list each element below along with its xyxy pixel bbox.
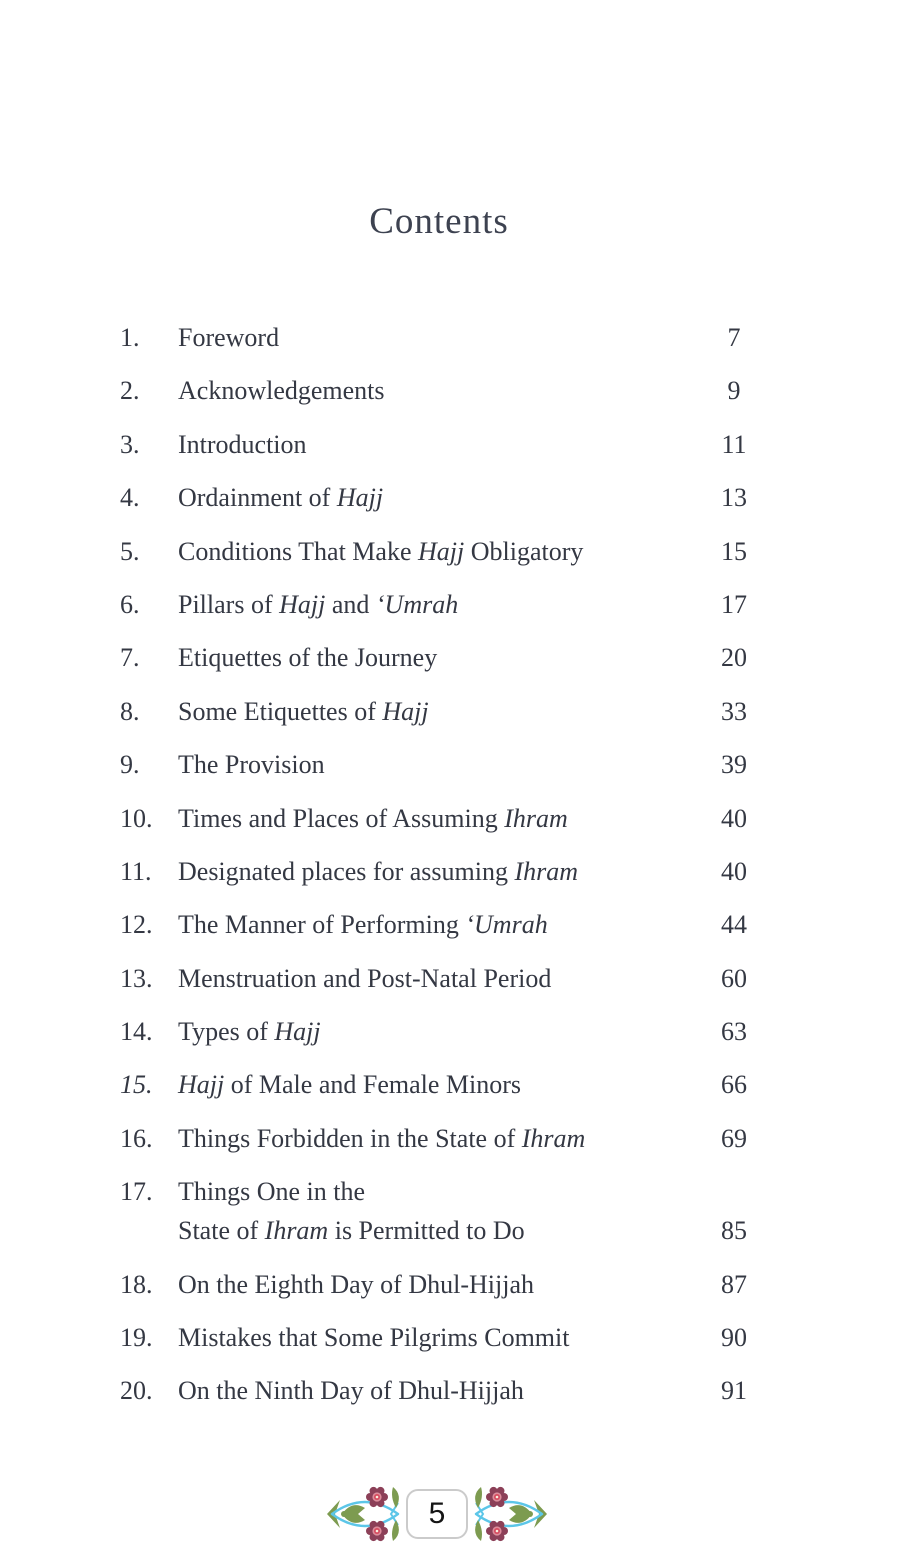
toc-item-number: 2. xyxy=(120,376,140,406)
toc-item-title xyxy=(178,959,719,998)
page-number: 5 xyxy=(428,1497,446,1530)
floral-ornament-right-icon xyxy=(471,1483,549,1545)
toc-item-title xyxy=(178,585,719,624)
toc-item-title xyxy=(178,745,719,784)
toc-row xyxy=(120,745,749,784)
page-number-box[interactable] xyxy=(406,1489,468,1539)
toc-item-title-line: Introduction xyxy=(178,429,307,459)
toc-item-number: 16. xyxy=(120,1123,153,1153)
toc-item-title xyxy=(178,799,719,838)
toc-row xyxy=(120,905,749,944)
toc-item-title xyxy=(178,1119,719,1158)
toc-item-page: 87 xyxy=(721,1269,747,1299)
toc-item-page: 13 xyxy=(721,483,747,513)
toc-item-title xyxy=(178,852,719,891)
toc-item-number: 5. xyxy=(120,536,140,566)
toc-item-page: 39 xyxy=(721,750,747,780)
toc-item-title-line: Mistakes that Some Pilgrims Commit xyxy=(178,1323,570,1353)
toc-item-title-line: Things Forbidden in the State of Ihram xyxy=(178,1123,586,1153)
toc-item-title-line: On the Eighth Day of Dhul-Hijjah xyxy=(178,1269,534,1299)
toc-item-title-line: Acknowledgements xyxy=(178,376,385,406)
toc-item-page: 91 xyxy=(721,1376,747,1406)
toc-item-title-line: On the Ninth Day of Dhul-Hijjah xyxy=(178,1376,524,1406)
page-title: Contents xyxy=(369,201,509,242)
toc-item-title-line: Designated places for assuming Ihram xyxy=(178,856,579,886)
toc-row xyxy=(120,1119,749,1158)
toc-item-number: 4. xyxy=(120,483,140,513)
toc-row xyxy=(120,478,749,517)
toc-item-title xyxy=(178,478,719,517)
toc-row xyxy=(120,959,749,998)
toc-item-number: 1. xyxy=(120,323,140,352)
toc-row xyxy=(120,638,749,677)
toc-item-number: 18. xyxy=(120,1269,153,1299)
toc-row xyxy=(120,692,749,731)
toc-item-title xyxy=(178,532,719,571)
toc-item-title-line: Foreword xyxy=(178,323,280,352)
toc-row xyxy=(120,1318,749,1357)
toc-item-number: 12. xyxy=(120,910,153,940)
toc-item-title xyxy=(178,318,719,357)
toc-item-title xyxy=(178,638,719,677)
toc-item-title xyxy=(178,1172,719,1250)
toc-item-title xyxy=(178,1265,719,1304)
toc-item-number: 19. xyxy=(120,1323,153,1353)
toc-row xyxy=(120,425,749,464)
toc-item-title xyxy=(178,371,719,410)
toc-item-number: 8. xyxy=(120,696,140,726)
toc-item-page: 69 xyxy=(721,1123,747,1153)
toc-row xyxy=(120,1012,749,1051)
toc-item-page: 15 xyxy=(721,536,747,566)
toc-item-page: 85 xyxy=(721,1216,747,1246)
toc-item-number: 6. xyxy=(120,589,140,619)
toc-item-page: 40 xyxy=(721,803,747,833)
toc-item-title-line: Pillars of Hajj and ‘Umrah xyxy=(178,589,459,619)
flower-bottom-icon xyxy=(486,1521,508,1541)
toc-item-title xyxy=(178,1318,719,1357)
toc-row xyxy=(120,318,749,357)
toc-row xyxy=(120,1371,749,1410)
toc-row xyxy=(120,1265,749,1304)
toc-row xyxy=(120,799,749,838)
toc-item-page: 11 xyxy=(721,429,747,459)
toc-row xyxy=(120,585,749,624)
toc-item-title-line: Types of Hajj xyxy=(178,1017,321,1047)
toc-item-page: 44 xyxy=(721,910,747,940)
toc-item-number: 14. xyxy=(120,1017,153,1047)
footer xyxy=(325,1483,549,1545)
toc-item-title-line: The Manner of Performing ‘Umrah xyxy=(178,910,548,940)
flower-top-icon xyxy=(486,1487,508,1507)
toc-item-number: 3. xyxy=(120,429,140,459)
toc-row xyxy=(120,1172,749,1250)
toc-item-number: 10. xyxy=(120,803,153,833)
toc-item-number: 7. xyxy=(120,643,140,673)
toc-item-title xyxy=(178,1065,719,1104)
toc-item-number: 9. xyxy=(120,750,140,780)
toc-item-title-line: Ordainment of Hajj xyxy=(178,483,384,513)
toc-item-title-line: Hajj of Male and Female Minors xyxy=(178,1070,521,1100)
toc-row xyxy=(120,371,749,410)
toc-item-page: 60 xyxy=(721,963,747,993)
toc-item-page: 90 xyxy=(721,1323,747,1353)
toc-item-page: 17 xyxy=(721,589,747,619)
toc-row xyxy=(120,532,749,571)
toc-item-title-line: Menstruation and Post-Natal Period xyxy=(178,963,552,993)
toc-list xyxy=(0,318,918,1425)
toc-item-title-line: State of Ihram is Permitted to Do xyxy=(178,1216,525,1246)
flower-top-icon xyxy=(366,1487,388,1507)
toc-item-title-line: Some Etiquettes of Hajj xyxy=(178,696,429,726)
toc-row xyxy=(120,1065,749,1104)
flower-bottom-icon xyxy=(366,1521,388,1541)
toc-item-title-line: Conditions That Make Hajj Obligatory xyxy=(178,536,584,566)
toc-item-page: 66 xyxy=(721,1070,747,1100)
toc-item-page: 7 xyxy=(727,323,741,352)
toc-item-title xyxy=(178,1012,719,1051)
toc-item-page: 63 xyxy=(721,1017,747,1047)
toc-item-number: 15. xyxy=(120,1070,153,1100)
toc-item-page: 9 xyxy=(727,376,741,406)
toc-item-number: 17. xyxy=(120,1177,153,1207)
toc-item-number: 13. xyxy=(120,963,153,993)
toc-row xyxy=(120,852,749,891)
toc-item-title xyxy=(178,905,719,944)
toc-item-title-line: Times and Places of Assuming Ihram xyxy=(178,803,568,833)
floral-ornament-left-icon xyxy=(325,1483,403,1545)
toc-item-title-line: The Provision xyxy=(178,750,325,780)
toc-item-page: 33 xyxy=(721,696,747,726)
toc-item-title xyxy=(178,1371,719,1410)
toc-item-title-line: Things One in the xyxy=(178,1177,366,1207)
toc-item-title-line: Etiquettes of the Journey xyxy=(178,643,438,673)
toc-item-title xyxy=(178,692,719,731)
toc-item-title xyxy=(178,425,719,464)
toc-item-page: 20 xyxy=(721,643,747,673)
toc-item-number: 11. xyxy=(120,856,152,886)
toc-item-page: 40 xyxy=(721,856,747,886)
toc-item-number: 20. xyxy=(120,1376,153,1406)
